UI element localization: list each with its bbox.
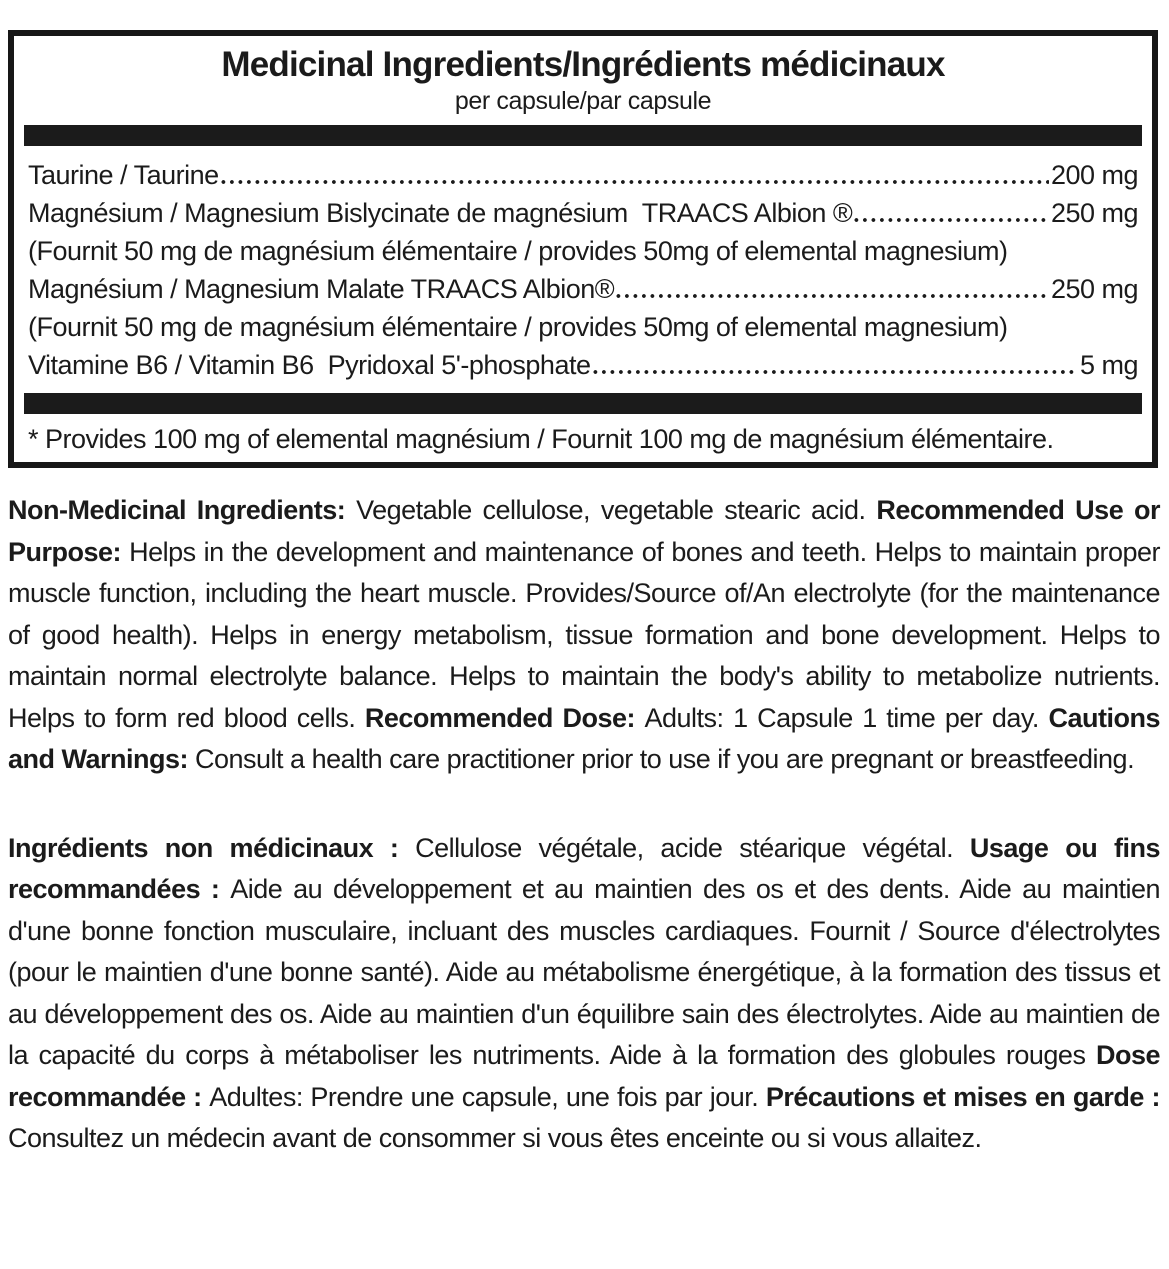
non-medicinal-ingredients-text: Vegetable cellulose, vegetable stearic acid. bbox=[356, 495, 877, 525]
precautions-label: Précautions et mises en garde : bbox=[765, 1081, 1160, 1112]
usage-recommande-text: Aide au développement et au maintien des os et des dents. Aide au maintien d'une bonne fonction musculaire, incluant des muscles cardiaques. Fournit / Source d'électrolytes (pour le maintien d'une bonne santé). Aide au métabolisme énergétique, à la formation des tissus et au développement des os. Aide au maintien d'un équilibre sain des électrolytes. Aide au maintien de la capacité du corps à métaboliser les nutriments. Aide à la formation des globules rouges bbox=[8, 874, 1160, 1070]
ingredient-name: Vitamine B6 / Vitamin B6 Pyridoxal 5'-phosphate bbox=[28, 350, 591, 380]
dose-recommandee-text: Adultes: Prendre une capsule, une fois par jour. bbox=[209, 1081, 766, 1112]
ingredient-note: (Fournit 50 mg de magnésium élémentaire / provides 50mg of elemental magnesium) bbox=[28, 312, 1008, 342]
paragraph-french bbox=[8, 828, 1160, 1160]
ingredient-row-magnesium-malate bbox=[14, 270, 1152, 308]
precautions-text: Consultez un médecin avant de consommer si vous êtes enceinte ou si vous allaitez. bbox=[8, 1123, 982, 1153]
ingredients-non-medicinaux-label: Ingrédients non médicinaux : bbox=[8, 832, 416, 863]
ingredient-list bbox=[14, 156, 1152, 384]
panel-footnote: * Provides 100 mg of elemental magnésium / Fournit 100 mg de magnésium élémentaire. bbox=[28, 424, 1054, 454]
recommended-use-text: Helps in the development and maintenance of bones and teeth. Helps to maintain proper muscle function, including the heart muscle. Provides/Source of/An electrolyte (for the maintenance of good health). Helps in energy metabolism, tissue formation and bone development. Helps to maintain normal electrolyte balance. Helps to maintain the body's ability to metabolize nutrients. Helps to form red blood cells. bbox=[8, 536, 1160, 733]
dot-leader bbox=[593, 369, 1078, 375]
ingredient-amount: 250 mg bbox=[1050, 274, 1138, 304]
ingredient-subrow-elemental-note bbox=[14, 232, 1152, 270]
ingredient-subrow-elemental-note bbox=[14, 308, 1152, 346]
dot-leader bbox=[221, 179, 1049, 185]
divider-bar-top bbox=[24, 125, 1142, 146]
recommended-dose-label: Recommended Dose: bbox=[364, 702, 645, 733]
ingredient-amount: 250 mg bbox=[1050, 198, 1138, 228]
usage-recommande-label: Usage ou fins recommandées : bbox=[8, 832, 1160, 904]
ingredient-row-magnesium-bisglycinate bbox=[14, 194, 1152, 232]
cautions-warnings-label: Cautions and Warnings: bbox=[8, 702, 1160, 774]
ingredient-name: Taurine / Taurine bbox=[28, 160, 219, 190]
ingredient-name: Magnésium / Magnesium Malate TRAACS Albion® bbox=[28, 274, 615, 304]
ingredient-name: Magnésium / Magnesium Bislycinate de magnésium TRAACS Albion ® bbox=[28, 198, 853, 228]
ingredient-note: (Fournit 50 mg de magnésium élémentaire / provides 50mg of elemental magnesium) bbox=[28, 236, 1008, 266]
dot-leader bbox=[616, 293, 1049, 299]
recommended-use-label: Recommended Use or Purpose: bbox=[8, 495, 1160, 567]
ingredient-row-taurine bbox=[14, 156, 1152, 194]
ingredient-amount: 5 mg bbox=[1079, 350, 1138, 380]
recommended-dose-text: Adults: 1 Capsule 1 time per day. bbox=[644, 702, 1049, 733]
cautions-warnings-text: Consult a health care practitioner prior to use if you are pregnant or breastfeeding. bbox=[195, 744, 1135, 774]
dose-recommandee-label: Dose recommandée : bbox=[8, 1040, 1160, 1112]
panel-subtitle: per capsule/par capsule bbox=[454, 87, 712, 115]
dot-leader bbox=[854, 217, 1049, 223]
divider-bar-bottom bbox=[24, 393, 1142, 414]
medicinal-ingredients-panel bbox=[8, 30, 1158, 468]
non-medicinal-ingredients-label: Non-Medicinal Ingredients: bbox=[8, 495, 357, 525]
paragraph-english bbox=[8, 490, 1160, 781]
ingredients-non-medicinaux-text: Cellulose végétale, acide stéarique végétal. bbox=[415, 832, 970, 863]
panel-title: Medicinal Ingredients/Ingrédients médicinaux bbox=[221, 45, 945, 84]
ingredient-row-vitamin-b6 bbox=[14, 346, 1152, 384]
ingredient-amount: 200 mg bbox=[1050, 160, 1138, 190]
